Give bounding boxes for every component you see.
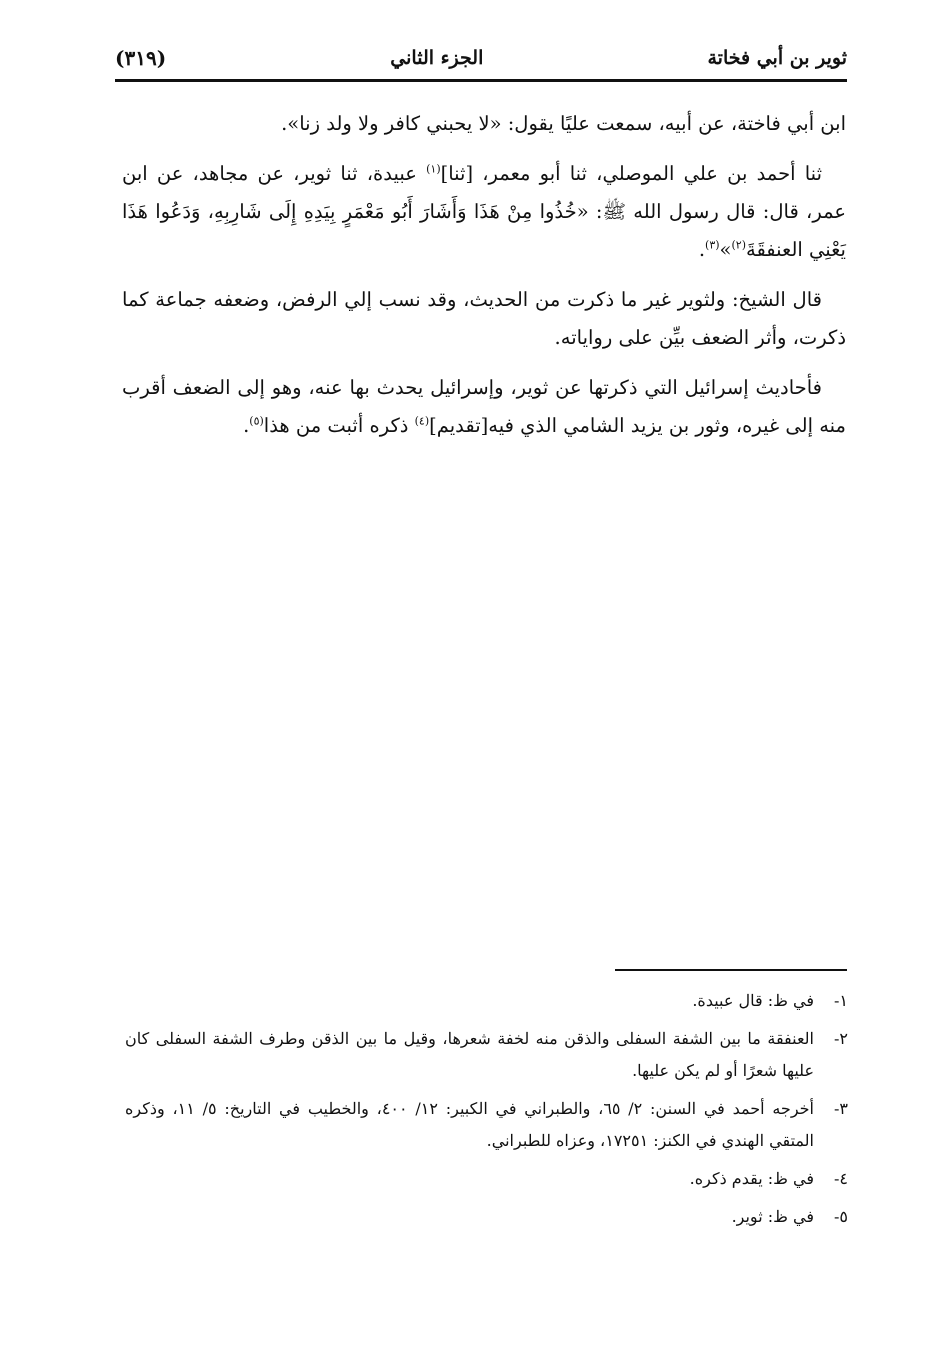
paragraph-4 — [122, 369, 846, 445]
paragraph-4-text-b: ذكره أثبت من هذا — [263, 414, 415, 437]
paragraph-2-text-d: . — [698, 238, 706, 261]
footnote-number: ٥- — [834, 1207, 848, 1226]
footnote-number: ١- — [834, 991, 848, 1010]
footnote-2 — [125, 1023, 848, 1087]
footnote-5 — [125, 1201, 848, 1233]
footnote-ref-2[interactable]: (٢) — [731, 238, 746, 252]
paragraph-3: قال الشيخ: ولثوير غير ما ذكرت من الحديث، وقد نسب إلي الرفض، وضعفه جماعة كما ذكرت، وأثر الضعف بيِّن على رواياته. — [122, 288, 846, 349]
footnote-ref-3[interactable]: (٣) — [705, 238, 720, 252]
paragraph-1: ابن أبي فاختة، عن أبيه، سمعت عليًا يقول: «لا يحبني كافر ولا ولد زنا». — [281, 112, 846, 135]
paragraph-4-text-c: . — [243, 414, 250, 437]
footnote-text: في ظ: ثوير. — [731, 1207, 814, 1226]
footnote-3 — [125, 1093, 848, 1157]
footnote-number: ٢- — [834, 1029, 848, 1048]
footnote-ref-1[interactable]: (١) — [426, 162, 441, 176]
footnote-text: العنفقة ما بين الشفة السفلى والذقن منه لخفة شعرها، وقيل ما بين الذقن وطرف الشفة السفلى كان عليها شعرًا أو لم يكن عليها. — [125, 1029, 814, 1080]
paragraph-2-text-c: » — [719, 238, 732, 261]
footnote-text: أخرجه أحمد في السنن: ٢/ ٦٥، والطبراني في الكبير: ١٢/ ٤٠٠، والخطيب في التاريخ: ٥/ ١١، وذكره المتقي الهندي في الكنز: ١٧٢٥١، وعزاه للطبراني. — [125, 1099, 814, 1150]
page-number: (٣١٩) — [115, 46, 167, 70]
main-text — [122, 105, 846, 457]
running-head-title: ثوير بن أبي فخاتة — [707, 47, 847, 69]
footnote-text: في ظ: قال عبيدة. — [692, 991, 814, 1010]
paragraph-2 — [122, 155, 846, 269]
footnote-number: ٤- — [834, 1169, 848, 1188]
footnote-ref-5[interactable]: (٥) — [249, 414, 264, 428]
footnote-separator — [615, 969, 847, 971]
footnote-4 — [125, 1163, 848, 1195]
page-header — [115, 38, 847, 78]
footnote-1 — [125, 985, 848, 1017]
running-head-volume: الجزء الثاني — [390, 47, 484, 69]
header-rule — [115, 79, 847, 82]
paragraph-4-text-a: فأحاديث إسرائيل التي ذكرتها عن ثوير، وإسرائيل يحدث بها عنه، وهو إلى الضعف أقرب منه إلى غيره، وثور بن يزيد الشامي الذي فيه[تقديم] — [122, 376, 846, 437]
footnote-text: في ظ: يقدم ذكره. — [689, 1169, 814, 1188]
paragraph-2-text-a: ثنا أحمد بن علي الموصلي، ثنا أبو معمر، [ثنا] — [440, 162, 822, 185]
paragraph-2-text-b: عبيدة، ثنا ثوير، عن مجاهد، عن ابن عمر، قال: قال رسول الله ﷺ: «خُذُوا مِنْ هَذَا وَأَشَارَ أَبُو مَعْمَرٍ بِيَدِهِ إِلَى شَارِبِهِ، وَدَعُوا هَذَا يَعْنِي العنفقَةَ — [122, 162, 846, 261]
footnotes — [125, 985, 848, 1239]
footnote-number: ٣- — [834, 1099, 848, 1118]
footnote-ref-4[interactable]: (٤) — [414, 414, 430, 428]
